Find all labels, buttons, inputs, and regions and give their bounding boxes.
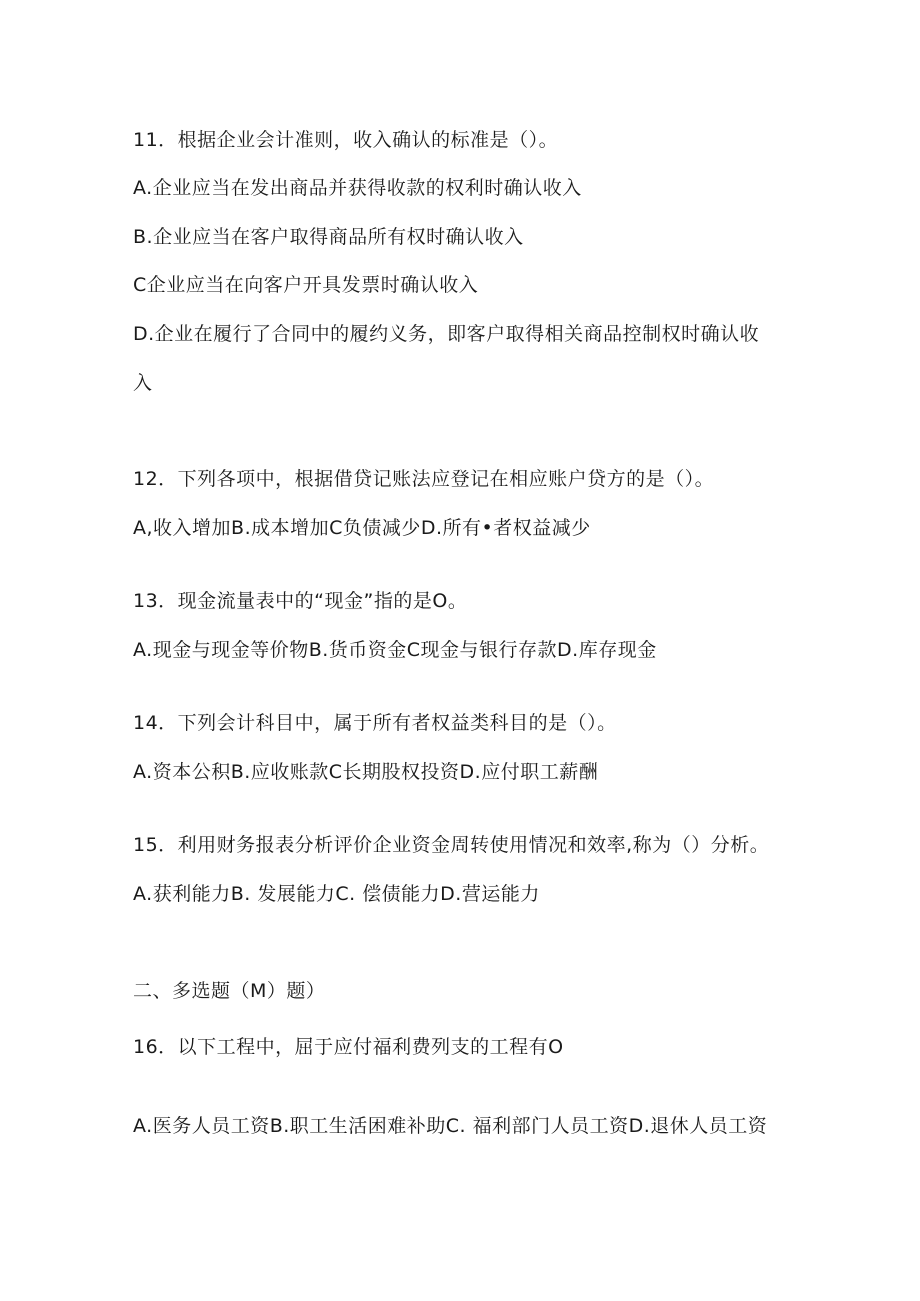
question-11-stem: 11．根据企业会计准则，收入确认的标准是（）。 [133,129,559,151]
question-13-stem: 13．现金流量表中的“现金”指的是O。 [133,590,468,612]
question-12-options: A,收入增加B.成本增加C负债减少D.所有•者权益减少 [133,517,591,539]
question-11-option-d-line1: D.企业在履行了合同中的履约义务，即客户取得相关商品控制权时确认收 [133,323,760,345]
section-heading: 二、多选题（M）题） [133,980,326,1002]
question-15-options: A.获利能力B. 发展能力C. 偿债能力D.营运能力 [133,883,540,905]
question-16-options: A.医务人员工资B.职工生活困难补助C. 福利部门人员工资D.退休人员工资 [133,1115,768,1137]
question-13-options: A.现金与现金等价物B.货币资金C现金与银行存款D.库存现金 [133,639,657,661]
question-11-option-a: A.企业应当在发出商品并获得收款的权利时确认收入 [133,177,582,199]
question-16-stem: 16．以下工程中，屈于应付福利费列支的工程有O [133,1036,564,1058]
question-12-stem: 12．下列各项中，根据借贷记账法应登记在相应账户贷方的是（）。 [133,468,715,490]
question-14-stem: 14．下列会计科目中，属于所有者权益类科目的是（）。 [133,712,617,734]
question-11-option-c: C企业应当在向客户开具发票时确认收入 [133,274,479,296]
question-11-option-b: B.企业应当在客户取得商品所有权时确认收入 [133,226,524,248]
question-11-option-d-line2: 入 [133,372,153,394]
question-14-options: A.资本公积B.应收账款C长期股权投资D.应付职工薪酬 [133,761,599,783]
question-15-stem: 15．利用财务报表分析评价企业资金周转使用情况和效率,称为（）分析。 [133,834,770,856]
